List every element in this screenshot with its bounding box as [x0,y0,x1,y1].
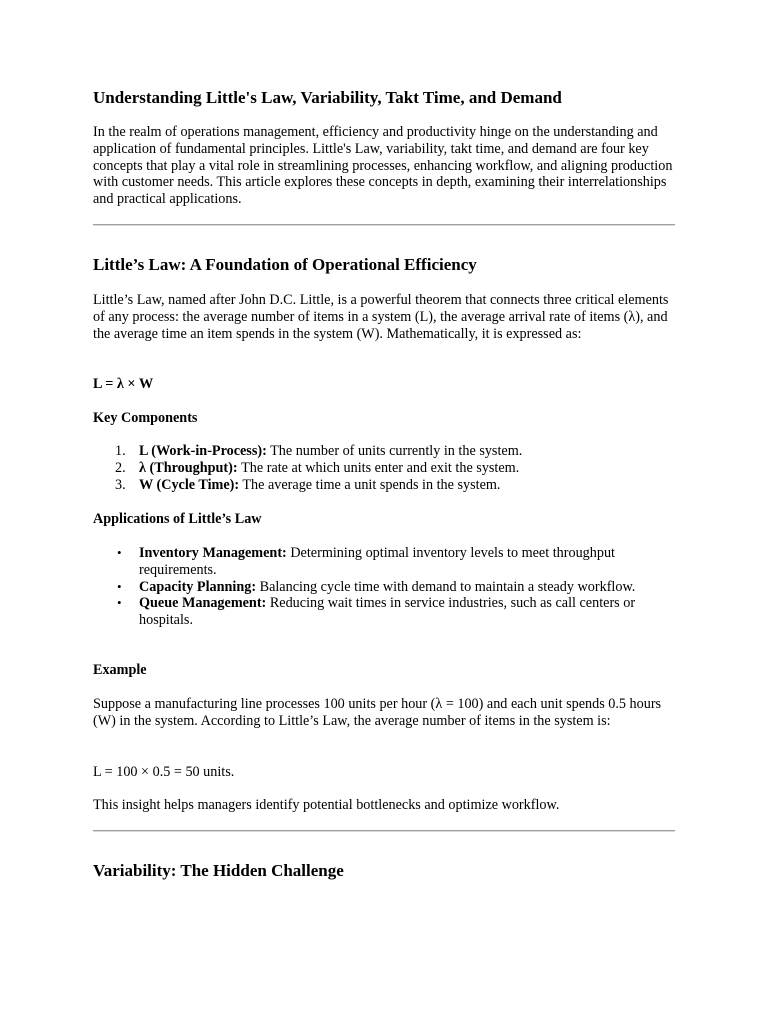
key-component-item [93,460,675,477]
section-divider [93,224,675,226]
list-marker: 3. [115,476,126,493]
example-heading: Example [93,662,147,678]
application-item [93,595,675,629]
insight-paragraph: This insight helps managers identify potential bottlenecks and optimize workflow. [93,797,560,813]
intro-paragraph: In the realm of operations management, efficiency and productivity hinge on the understanding and application of fundamental principles. Little's Law, variability, takt time, and demand are four key concepts that play a vital role in streamlining processes, enhancing workflow, and aligning production with customer needs. This article explores these concepts in depth, examining their interrelationships and practical applications. [93,124,673,208]
list-item-term: Inventory Management: [139,545,287,561]
list-item-text: Reducing wait times in service industries, such as call centers or hospitals. [139,595,636,629]
list-item-text: The average time a unit spends in the system. [239,476,501,493]
section-heading-variability: Variability: The Hidden Challenge [93,861,344,880]
list-marker: • [117,595,122,611]
example-calculation: L = 100 × 0.5 = 50 units. [93,764,235,780]
list-item-term: Queue Management: [139,595,267,612]
application-item [93,545,675,579]
applications-list [93,545,675,629]
page-title: Understanding Little's Law, Variability, Takt Time, and Demand [93,88,562,107]
list-marker: 1. [115,443,126,459]
key-components-list [93,443,675,493]
list-marker: 2. [115,459,126,476]
list-item-text: Balancing cycle time with demand to maintain a steady workflow. [256,578,636,595]
list-marker: • [117,578,122,594]
list-item-text: The number of units currently in the system. [266,443,523,459]
littles-law-formula: L = λ × W [93,376,154,392]
example-paragraph: Suppose a manufacturing line processes 100 units per hour (λ = 100) and each unit spends 0.5 hours (W) in the system. According to Little’s Law, the average number of items in the system is: [93,696,662,729]
section-heading-littles-law: Little’s Law: A Foundation of Operational Efficiency [93,255,477,274]
littles-law-description: Little’s Law, named after John D.C. Little, is a powerful theorem that connects three critical elements of any process: the average number of items in a system (L), the average arrival rate of items (λ), and the average time an item spends in the system (W). Mathematically, it is expressed as: [93,292,669,342]
list-item-term: Capacity Planning: [139,578,257,595]
list-item-term: W (Cycle Time): [139,476,240,493]
key-components-heading: Key Components [93,410,198,426]
list-marker: • [117,545,122,560]
section-divider [93,830,675,832]
application-item [93,579,675,596]
list-item-text: Determining optimal inventory levels to meet throughput requirements. [139,545,615,578]
list-item-term: λ (Throughput): [139,459,238,476]
key-component-item [93,477,675,494]
list-item-term: L (Work-in-Process): [139,443,267,459]
list-item-text: The rate at which units enter and exit the system. [237,459,520,476]
applications-heading: Applications of Little’s Law [93,511,262,527]
key-component-item [93,443,675,460]
